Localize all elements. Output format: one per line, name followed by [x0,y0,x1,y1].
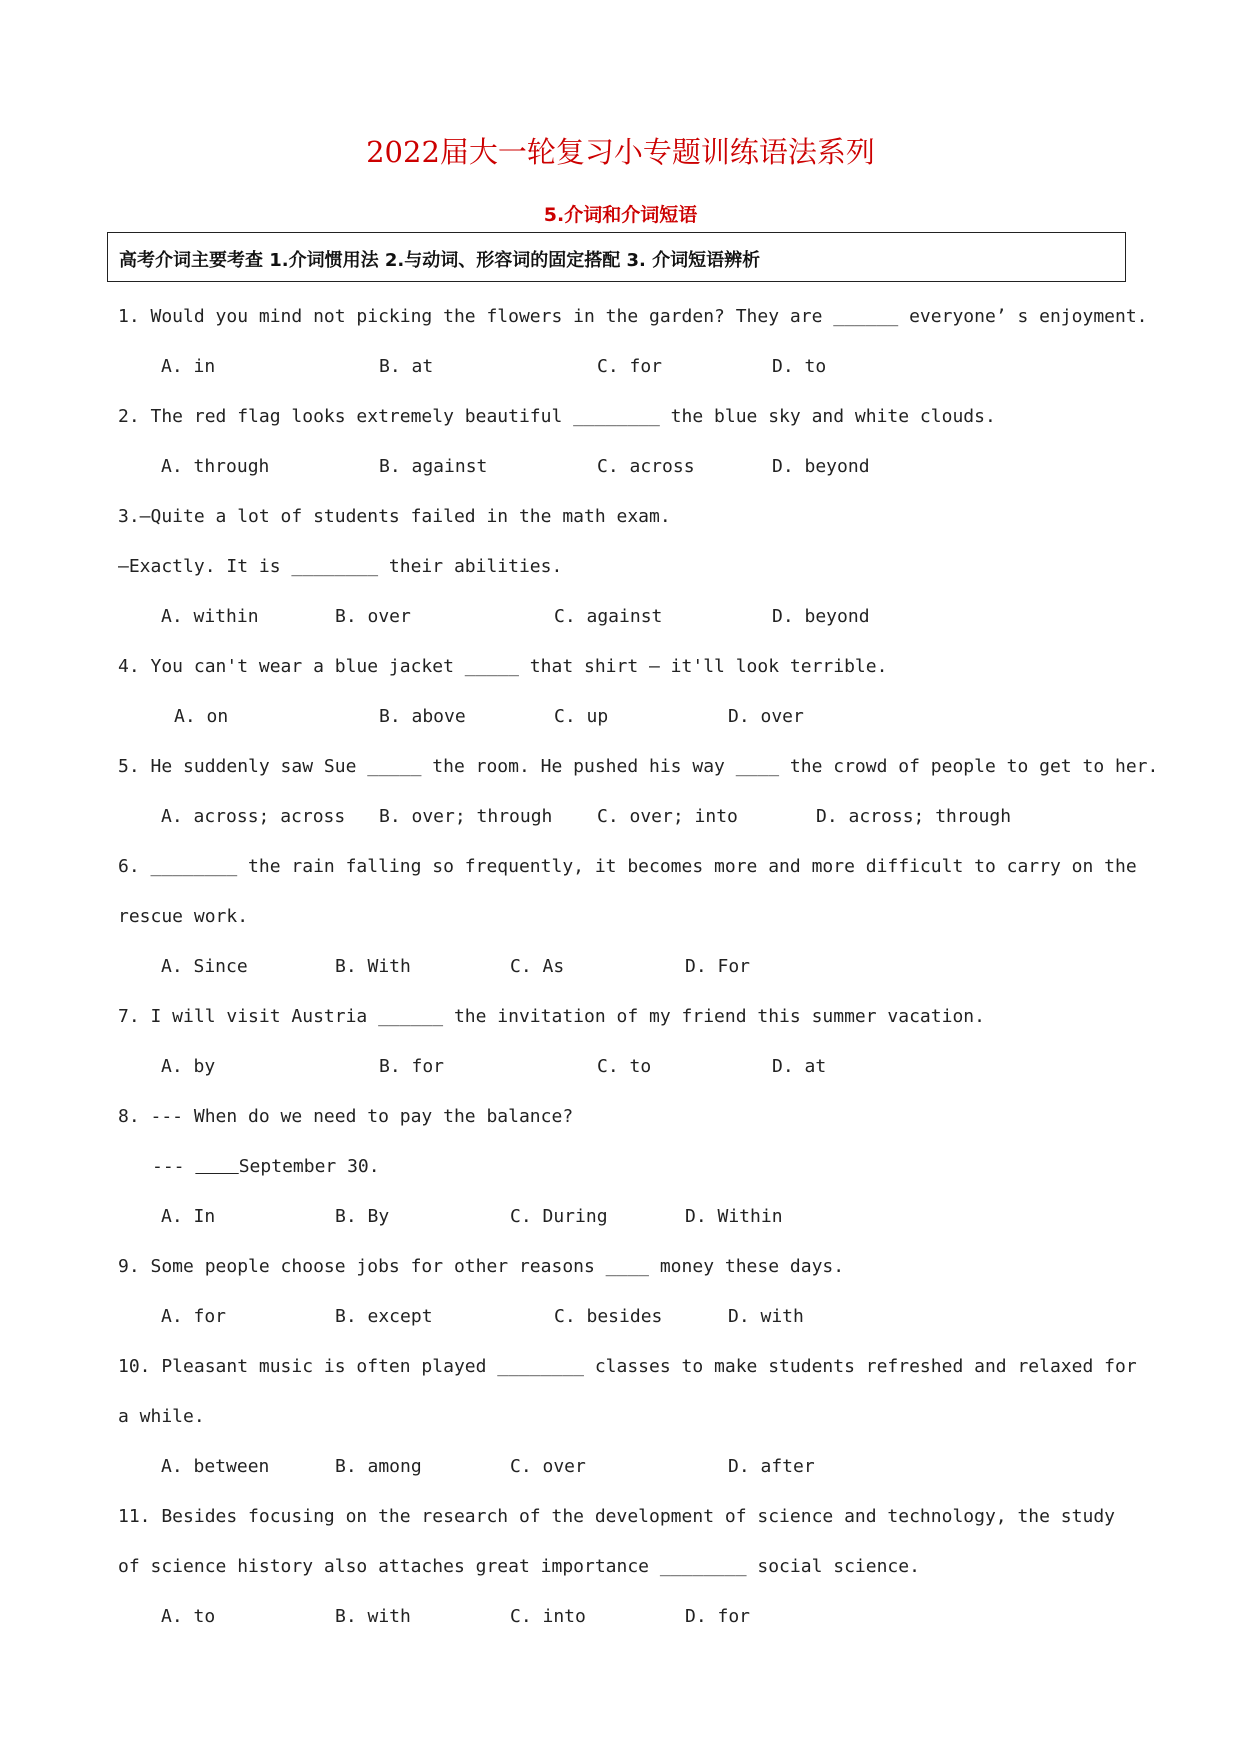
question-4-text: 4. You can't wear a blue jacket _____ that shirt — it'll look terrible. [118,656,888,677]
q9-option-c[interactable]: C. besides [554,1306,663,1327]
q9-option-a[interactable]: A. for [161,1306,227,1327]
q7-option-a[interactable]: A. by [161,1056,216,1077]
question-6-text: 6. ________ the rain falling so frequently, it becomes more and more difficult to carry on the [118,856,1137,877]
q3-option-a[interactable]: A. within [161,606,259,627]
q5-option-d[interactable]: D. across; through [816,806,1012,827]
q11-option-d[interactable]: D. for [685,1606,751,1627]
q4-option-a[interactable]: A. on [174,706,229,727]
q9-option-d[interactable]: D. with [728,1306,804,1327]
q5-option-b[interactable]: B. over; through [379,806,553,827]
summary-box [107,232,1126,282]
q1-option-c[interactable]: C. for [597,356,663,377]
q8-date: September 30. [238,1156,380,1177]
q1-option-d[interactable]: D. to [772,356,827,377]
q3-option-d[interactable]: D. beyond [772,606,870,627]
q7-option-c[interactable]: C. to [597,1056,652,1077]
q3-option-b[interactable]: B. over [335,606,411,627]
q11-option-c[interactable]: C. into [510,1606,586,1627]
q8-option-d[interactable]: D. Within [685,1206,783,1227]
question-9-text: 9. Some people choose jobs for other reasons ____ money these days. [118,1256,845,1277]
q4-option-b[interactable]: B. above [379,706,466,727]
q8-option-a[interactable]: A. In [161,1206,216,1227]
question-2-text: 2. The red flag looks extremely beautiful ________ the blue sky and white clouds. [118,406,996,427]
q11-option-b[interactable]: B. with [335,1606,411,1627]
q7-option-b[interactable]: B. for [379,1056,445,1077]
q5-option-a[interactable]: A. across; across [161,806,346,827]
q4-option-d[interactable]: D. over [728,706,804,727]
q10-option-c[interactable]: C. over [510,1456,586,1477]
q1-option-b[interactable]: B. at [379,356,434,377]
q8-option-c[interactable]: C. During [510,1206,608,1227]
question-11-text-line2: of science history also attaches great importance ________ social science. [118,1556,920,1577]
q1-option-a[interactable]: A. in [161,356,216,377]
q8-blank[interactable] [195,1156,238,1177]
q7-option-d[interactable]: D. at [772,1056,827,1077]
question-5-text: 5. He suddenly saw Sue _____ the room. He pushed his way ____ the crowd of people to get to her. [118,756,1159,777]
q2-option-d[interactable]: D. beyond [772,456,870,477]
q2-option-c[interactable]: C. across [597,456,695,477]
summary-text: 高考介词主要考查 1.介词惯用法 2.与动词、形容词的固定搭配 3. 介词短语辨析 [119,250,761,271]
q6-option-b[interactable]: B. With [335,956,411,977]
q8-option-b[interactable]: B. By [335,1206,390,1227]
page-subtitle: 5.介词和介词短语 [543,204,698,226]
q10-option-d[interactable]: D. after [728,1456,815,1477]
question-7-text: 7. I will visit Austria ______ the invitation of my friend this summer vacation. [118,1006,985,1027]
q4-option-c[interactable]: C. up [554,706,609,727]
q3-option-c[interactable]: C. against [554,606,663,627]
question-8-text-line2 [152,1158,380,1176]
q6-option-a[interactable]: A. Since [161,956,248,977]
question-6-text-line2: rescue work. [118,906,249,927]
q6-option-d[interactable]: D. For [685,956,751,977]
q6-option-c[interactable]: C. As [510,956,565,977]
question-8-text: 8. --- When do we need to pay the balance? [118,1106,574,1127]
question-3-text-line2: —Exactly. It is ________ their abilities. [118,556,563,577]
q2-option-a[interactable]: A. through [161,456,270,477]
q10-option-a[interactable]: A. between [161,1456,270,1477]
question-10-text-line2: a while. [118,1406,205,1427]
q10-option-b[interactable]: B. among [335,1456,422,1477]
question-1-text: 1. Would you mind not picking the flowers in the garden? They are ______ everyone’ s enjoyment. [118,306,1148,327]
q11-option-a[interactable]: A. to [161,1606,216,1627]
q5-option-c[interactable]: C. over; into [597,806,738,827]
question-11-text: 11. Besides focusing on the research of the development of science and technology, the study [118,1506,1115,1527]
q9-option-b[interactable]: B. except [335,1306,433,1327]
question-10-text: 10. Pleasant music is often played ________ classes to make students refreshed and relaxed for [118,1356,1137,1377]
q8-dash: --- [152,1156,185,1177]
q2-option-b[interactable]: B. against [379,456,488,477]
question-3-text: 3.—Quite a lot of students failed in the math exam. [118,506,671,527]
page-title: 2022届大一轮复习小专题训练语法系列 [366,135,875,169]
